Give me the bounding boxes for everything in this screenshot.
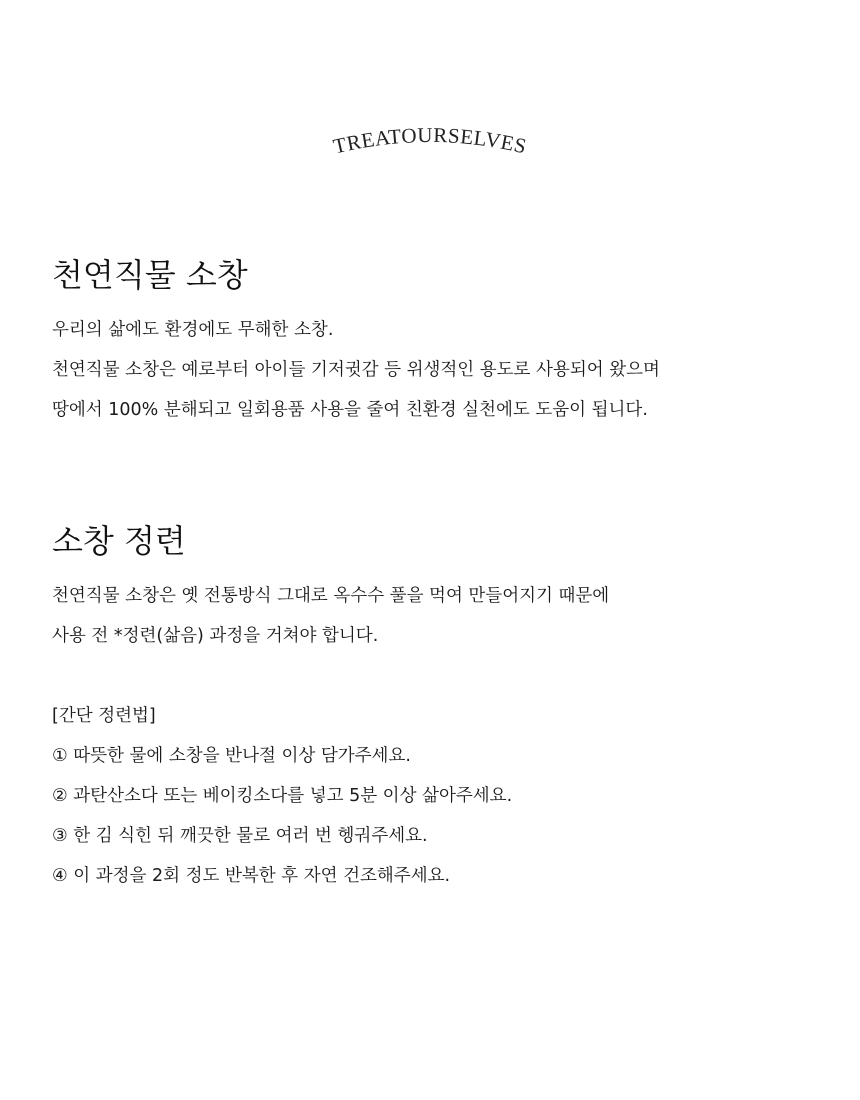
section-title: 소창 정련: [52, 522, 186, 560]
method-step: ③ 한 김 식힌 뒤 깨끗한 물로 여러 번 헹궈주세요.: [52, 826, 428, 846]
section-scouring: [52, 520, 832, 896]
method-step: ② 과탄산소다 또는 베이킹소다를 넣고 5분 이상 삶아주세요.: [52, 786, 513, 806]
brand-logo-wordmark: [300, 118, 560, 178]
method-title: [간단 정련법]: [52, 706, 156, 726]
section-natural-fabric: [52, 254, 832, 430]
paragraph-line: 우리의 삶에도 환경에도 무해한 소창.: [52, 320, 334, 340]
svg-text:TREATOURSELVES: [331, 123, 529, 159]
brand-logo-text: TREATOURSELVES: [330, 122, 530, 159]
paragraph-line: 천연직물 소창은 옛 전통방식 그대로 옥수수 풀을 먹여 만들어지기 때문에: [52, 586, 610, 606]
method-step: ① 따뜻한 물에 소창을 반나절 이상 담가주세요.: [52, 746, 411, 766]
method-step: ④ 이 과정을 2회 정도 반복한 후 자연 건조해주세요.: [52, 866, 451, 886]
section-title: 천연직물 소창: [52, 256, 248, 294]
paragraph-line: 땅에서 100% 분해되고 일회용품 사용을 줄여 친환경 실천에도 도움이 됩니다.: [52, 400, 648, 420]
paragraph-line: 천연직물 소창은 예로부터 아이들 기저귓감 등 위생적인 용도로 사용되어 왔으며: [52, 360, 660, 380]
paragraph-line: 사용 전 *정련(삶음) 과정을 거쳐야 합니다.: [52, 626, 379, 646]
spacer: [52, 656, 832, 696]
brand-logo: [0, 118, 860, 178]
